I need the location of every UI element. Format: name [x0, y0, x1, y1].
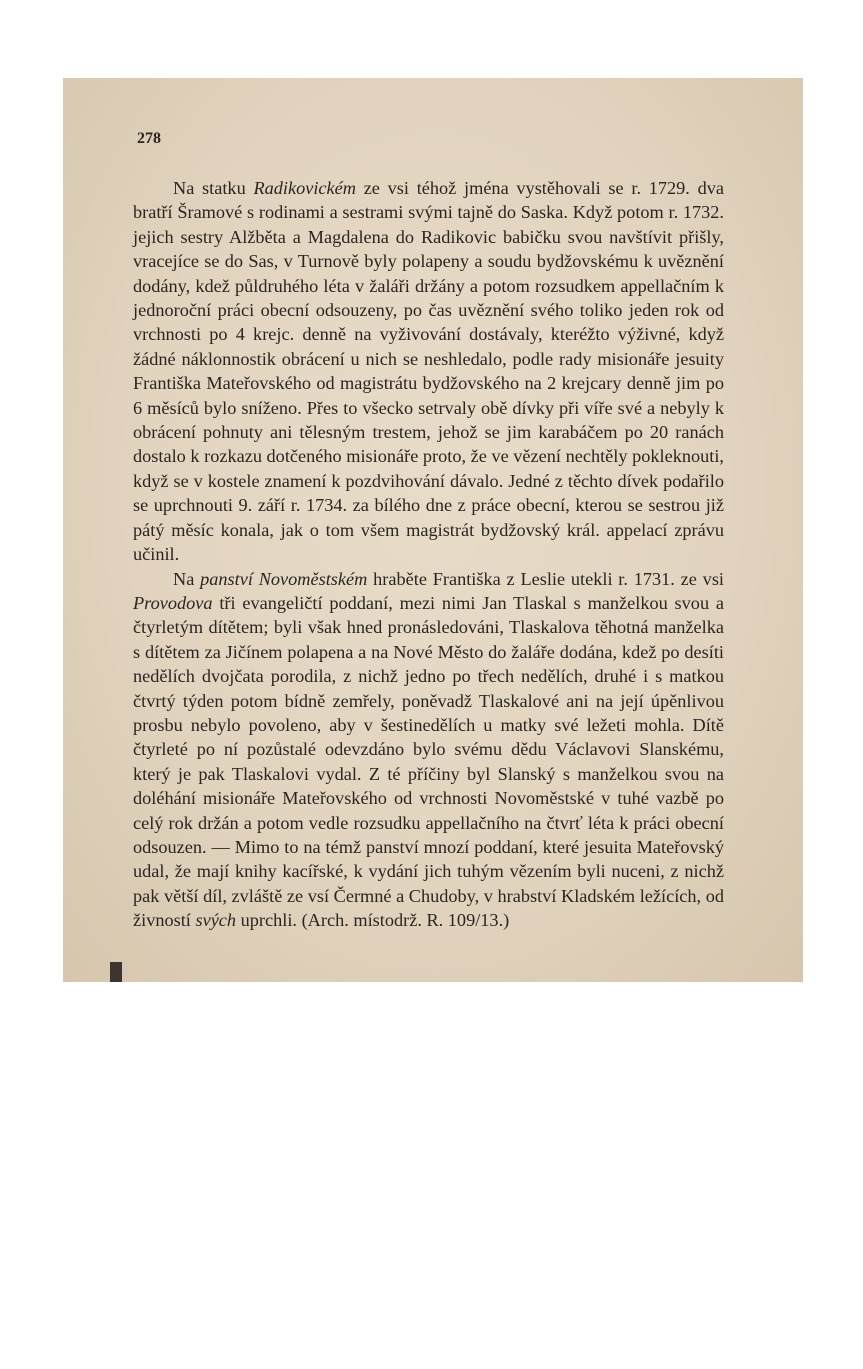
text-run: tři evangeličtí poddaní, mezi nimi Jan Tlaskal s manželkou svou a čtyrletým dítětem; byli však hned pronásledováni, Tlaskalova těhotná manželka s dítětem za Jičínem polapena a na Nové Město do žaláře dodána, kdež po desíti nedělích dvojčata porodila, z nichž jedno po třech nedělích, druhé i s matkou čtvrtý týden potom bídně zemřely, poněvadž Tlaskalové ani na její úpěnlivou prosbu nebylo povoleno, aby v šestinedělích u matky své ležeti mohla. Dítě čtyrleté po ní pozůstalé odevzdáno bylo svému dědu Václavovi Slanskému, který je pak Tlaskalovi vydal. Z té příčiny byl Slanský s manželkou svou na doléhání misionáře Mateřovského od vrchnosti Novoměstské v tuhé vazbě po celý rok držán a potom vedle rozsudku appellačního na čtvrť léta k práci obecní odsouzen. — Mimo to na témž panství mnozí poddaní, které jesuita Mateřovský udal, že mají knihy kacířské, k vydání jich tuhým vězením byli nuceni, z nichž pak větší díl, zvláště ze vsí Čermné a Chudoby, v hrabství Kladském ležících, od živností: [133, 592, 724, 931]
page-body: [133, 176, 724, 933]
text-run: Na statku: [173, 178, 254, 198]
text-run: uprchli. (Arch. místodrž. R. 109/13.): [236, 910, 510, 931]
text-run-italic: Radikovickém: [253, 178, 356, 198]
paragraph-radikovice: [133, 176, 724, 567]
text-run-italic: svých: [195, 910, 237, 931]
text-run: Na: [173, 568, 201, 589]
page-number: 278: [137, 130, 161, 147]
binding-shadow: [110, 962, 122, 982]
text-run: hraběte Františka z Leslie utekli r. 1731. ze vsi: [367, 568, 725, 589]
text-run-italic: Provodova: [133, 592, 213, 613]
text-run-italic: panství Novoměstském: [200, 568, 368, 589]
paragraph-novomestske: [133, 567, 724, 933]
text-run: ze vsi téhož jména vystěhovali se r. 1729. dva bratří Šramové s rodinami a sestrami svými tajně do Saska. Když potom r. 1732. jejich sestry Alžběta a Magdalena do Radikovic babičku svou navštívit přišly, vracejíce se do Sas, v Turnově byly polapeny a soudu bydžovskému k uvěznění dodány, kdež půldruhého léta v žaláři držány a potom rozsudkem appellačním k jednoroční práci obecní odsouzeny, po čas uvěznění svého toliko jeden rok od vrchnosti po 4 krejc. denně na vyživování dostávaly, kteréžto výživné, když žádné náklonnostik obrácení u nich se neshledalo, podle rady misionáře jesuity Františka Mateřovského od magistrátu bydžovského na 2 krejcary denně jim po 6 měsíců bylo sníženo. Přes to všecko setrvaly obě dívky při víře své a nebyly k obrácení pohnuty ani tělesným trestem, jehož se jim karabáčem po 20 ranách dostalo k rozkazu dotčeného misionáře proto, že ve vězení nechtěly pokleknouti, když se v kostele znamení k pozdvihování dávalo. Jedné z těchto dívek podařilo se uprchnouti 9. září r. 1734. za bílého dne z práce obecní, kterou se sestrou již pátý měsíc konala, jak o tom všem magistrát bydžovský král. appelací zprávu učinil.: [133, 178, 725, 565]
